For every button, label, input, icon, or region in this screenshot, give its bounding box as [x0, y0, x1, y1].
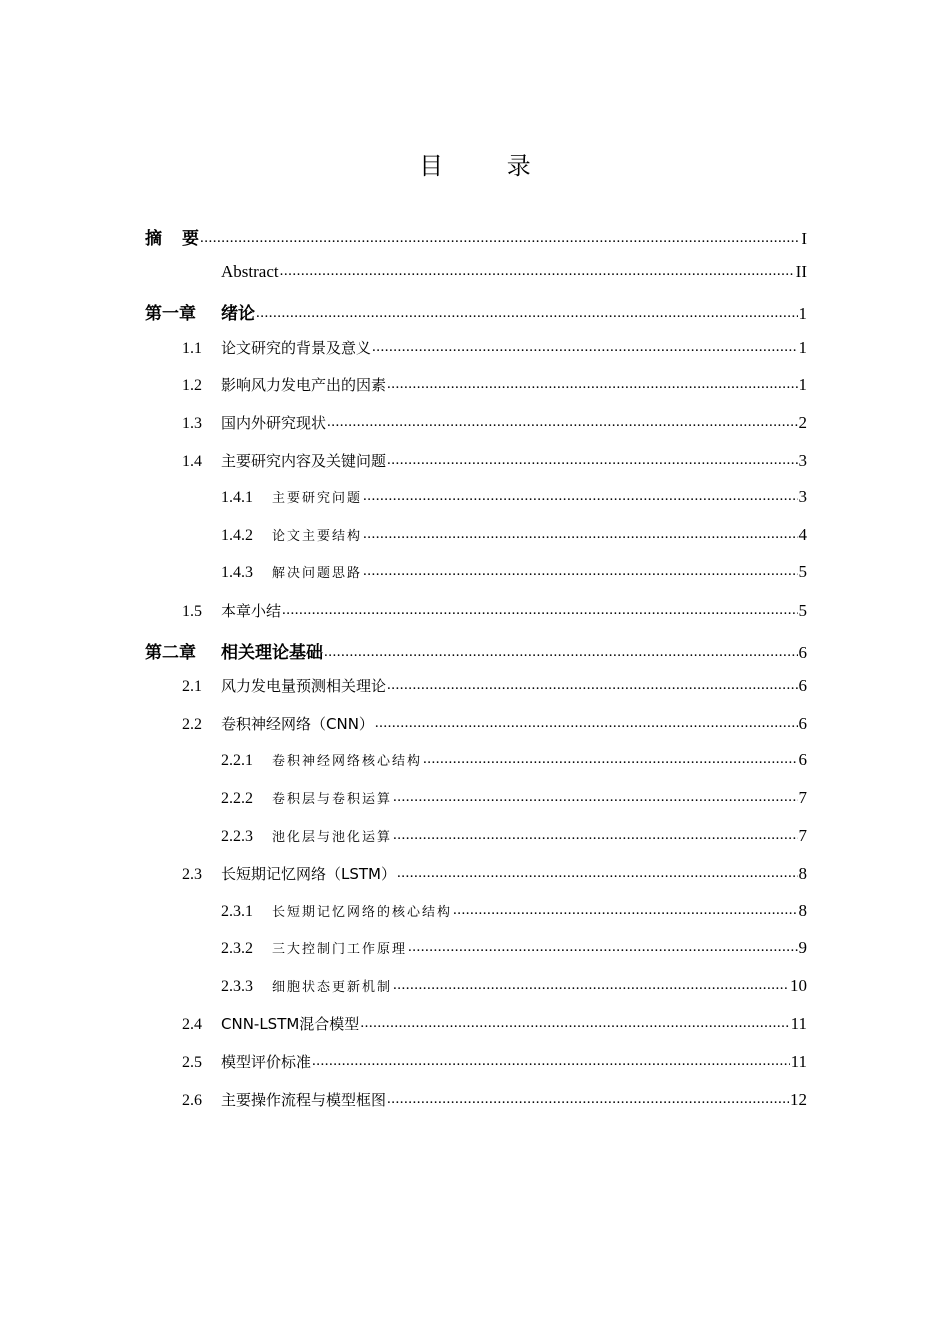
- toc-entry[interactable]: [145, 938, 807, 976]
- toc-entry-title: 风力发电量预测相关理论: [221, 677, 387, 696]
- toc-entry[interactable]: [145, 600, 807, 638]
- toc-entry-page-number: I: [801, 229, 807, 248]
- dot-leader: [372, 341, 797, 353]
- toc-entry-page-number: II: [795, 261, 807, 281]
- toc-entry-number: 2.5: [182, 1054, 202, 1072]
- toc-entry-number: 1.4: [182, 452, 202, 470]
- toc-entry-number: 2.2: [182, 715, 202, 733]
- toc-entry-number: 2.4: [182, 1016, 202, 1034]
- toc-entry-title: 三大控制门工作原理: [272, 942, 408, 958]
- dot-leader: [363, 490, 797, 502]
- toc-entry[interactable]: [145, 1089, 807, 1127]
- toc-entry-page-number: 8: [798, 864, 807, 884]
- toc-entry-page-number: 6: [798, 750, 807, 770]
- toc-entry[interactable]: [145, 525, 807, 563]
- toc-entry-page-number: 5: [798, 600, 807, 620]
- toc-entry-title: Abstract: [221, 261, 279, 281]
- toc-entry-page-number: 7: [798, 825, 807, 845]
- toc-entry-title: 国内外研究现状: [221, 413, 327, 432]
- dot-leader: [393, 791, 797, 803]
- toc-entry-number: 1.1: [182, 339, 202, 357]
- toc-entry-title: 绪论: [221, 304, 255, 325]
- toc-entry[interactable]: [145, 450, 807, 488]
- toc-entry-number: 2.3.2: [221, 940, 253, 958]
- toc-entry-page-number: 12: [790, 1089, 807, 1109]
- table-of-contents: [145, 224, 807, 1126]
- toc-entry[interactable]: [145, 374, 807, 412]
- dot-leader: [387, 679, 797, 691]
- toc-entry[interactable]: [145, 1051, 807, 1089]
- toc-entry-number: 2.2.3: [221, 827, 253, 845]
- toc-entry-page-number: 10: [790, 975, 807, 995]
- toc-entry-number: 2.6: [182, 1091, 202, 1109]
- dot-leader: [387, 1093, 789, 1105]
- toc-entry-title: 要: [182, 229, 199, 249]
- toc-entry-number: 2.2.1: [221, 752, 253, 770]
- toc-entry[interactable]: [145, 224, 807, 262]
- dot-leader: [282, 604, 797, 616]
- toc-entry-number: 第二章: [145, 642, 196, 663]
- toc-entry-number: 1.4.3: [221, 564, 253, 582]
- toc-entry[interactable]: [145, 675, 807, 713]
- toc-entry-title: 主要研究问题: [272, 491, 363, 507]
- toc-entry[interactable]: [145, 337, 807, 375]
- toc-entry-number: 2.3: [182, 866, 202, 884]
- toc-entry[interactable]: [145, 638, 807, 676]
- toc-entry-page-number: 6: [798, 713, 807, 733]
- toc-entry-number: 第一章: [145, 304, 196, 325]
- dot-leader: [363, 528, 797, 540]
- dot-leader: [387, 454, 797, 466]
- dot-leader: [397, 867, 798, 879]
- toc-entry-number: 2.2.2: [221, 789, 253, 807]
- dot-leader: [312, 1055, 790, 1067]
- toc-entry-title: 卷积神经网络核心结构: [272, 754, 423, 770]
- toc-entry[interactable]: [145, 826, 807, 864]
- toc-entry-page-number: 6: [798, 642, 807, 662]
- toc-entry-page-number: 11: [790, 1052, 807, 1072]
- toc-entry[interactable]: [145, 713, 807, 751]
- dot-leader: [324, 646, 798, 658]
- toc-entry-title: 本章小结: [221, 601, 282, 620]
- toc-entry-number: 1.2: [182, 377, 202, 395]
- toc-entry[interactable]: [145, 976, 807, 1014]
- toc-entry-page-number: 11: [790, 1014, 807, 1034]
- dot-leader: [393, 829, 797, 841]
- toc-entry[interactable]: [145, 1013, 807, 1051]
- dot-leader: [360, 1017, 789, 1029]
- toc-entry-title: 相关理论基础: [221, 642, 323, 663]
- dot-leader: [327, 416, 797, 428]
- toc-entry[interactable]: [145, 487, 807, 525]
- toc-entry-page-number: 3: [798, 487, 807, 507]
- toc-entry[interactable]: [145, 412, 807, 450]
- toc-entry-number: 2.3.1: [221, 902, 253, 920]
- page-title: 目 录: [419, 152, 559, 180]
- toc-entry-title: 卷积神经网络（CNN）: [221, 714, 374, 733]
- toc-entry-page-number: 5: [798, 562, 807, 582]
- toc-entry-number: 1.3: [182, 414, 202, 432]
- toc-entry-number: 1.4.1: [221, 489, 253, 507]
- toc-entry[interactable]: [145, 262, 807, 300]
- toc-entry-page-number: 2: [798, 412, 807, 432]
- dot-leader: [408, 941, 797, 953]
- toc-entry-title: 模型评价标准: [221, 1053, 312, 1072]
- toc-entry-number: 2.3.3: [221, 977, 253, 995]
- dot-leader: [393, 979, 789, 991]
- toc-entry[interactable]: [145, 750, 807, 788]
- toc-entry-page-number: 7: [798, 787, 807, 807]
- toc-entry-title: 长短期记忆网络的核心结构: [272, 904, 453, 920]
- toc-entry-title: 卷积层与卷积运算: [272, 791, 393, 807]
- toc-entry-page-number: 6: [798, 676, 807, 696]
- toc-entry-page-number: 1: [798, 337, 807, 357]
- dot-leader: [423, 753, 797, 765]
- toc-entry[interactable]: [145, 863, 807, 901]
- toc-entry-page-number: 1: [798, 375, 807, 395]
- toc-entry-title: 论文主要结构: [272, 528, 363, 544]
- dot-leader: [363, 565, 797, 577]
- dot-leader: [256, 307, 798, 319]
- toc-entry-number: 摘: [145, 229, 162, 249]
- dot-leader: [387, 378, 797, 390]
- toc-entry[interactable]: [145, 901, 807, 939]
- dot-leader: [280, 265, 795, 277]
- toc-entry-number: 1.5: [182, 602, 202, 620]
- dot-leader: [375, 717, 798, 729]
- toc-entry[interactable]: [145, 788, 807, 826]
- toc-entry-title: 主要研究内容及关键问题: [221, 451, 387, 470]
- toc-entry-page-number: 1: [798, 304, 807, 324]
- toc-entry-title: 论文研究的背景及意义: [221, 338, 372, 357]
- dot-leader: [200, 232, 800, 244]
- toc-entry-number: 2.1: [182, 678, 202, 696]
- toc-entry-title: 主要操作流程与模型框图: [221, 1090, 387, 1109]
- toc-entry[interactable]: [145, 562, 807, 600]
- toc-entry-page-number: 4: [798, 524, 807, 544]
- dot-leader: [453, 904, 797, 916]
- toc-entry-page-number: 9: [798, 938, 807, 958]
- toc-entry-page-number: 8: [798, 900, 807, 920]
- toc-entry-title: 池化层与池化运算: [272, 829, 393, 845]
- toc-entry-title: CNN-LSTM混合模型: [221, 1015, 360, 1034]
- toc-entry-title: 影响风力发电产出的因素: [221, 376, 387, 395]
- toc-entry-number: 1.4.2: [221, 526, 253, 544]
- toc-entry-title: 细胞状态更新机制: [272, 979, 393, 995]
- toc-entry-title: 解决问题思路: [272, 566, 363, 582]
- toc-entry-page-number: 3: [798, 450, 807, 470]
- toc-entry-title: 长短期记忆网络（LSTM）: [221, 865, 396, 884]
- toc-entry[interactable]: [145, 299, 807, 337]
